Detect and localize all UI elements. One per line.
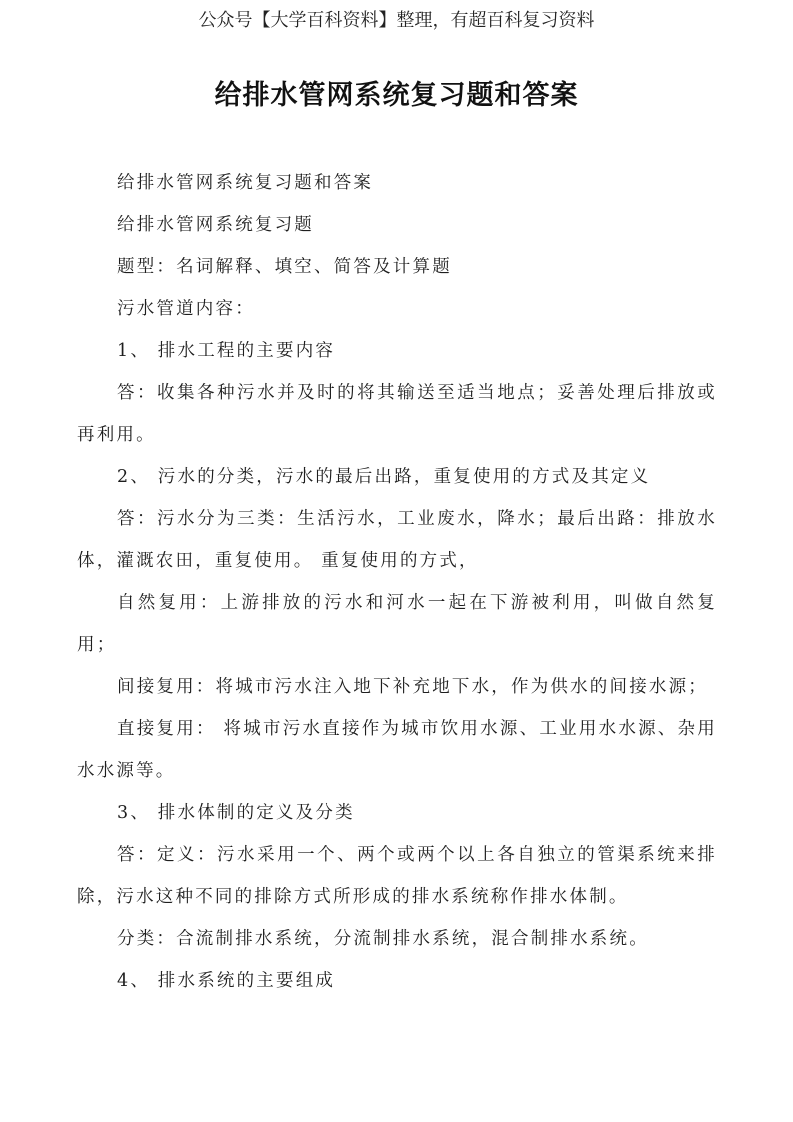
answer-2: 答：污水分为三类：生活污水，工业废水，降水；最后出路：排放水体，灌溉农田，重复使用。 重复使用的方式， [77, 509, 717, 571]
paragraph-question-types: 题型：名词解释、填空、简答及计算题 [117, 257, 452, 277]
paragraph-section-label: 污水管道内容： [117, 299, 255, 319]
answer-3-classification: 分类：合流制排水系统，分流制排水系统，混合制排水系统。 [117, 929, 649, 949]
answer-1: 答：收集各种污水并及时的将其输送至适当地点；妥善处理后排放或再利用。 [77, 383, 717, 445]
paragraph-doc-heading: 给排水管网系统复习题和答案 [117, 173, 374, 193]
question-4: 4、 排水系统的主要组成 [117, 971, 336, 991]
question-2: 2、 污水的分类，污水的最后出路，重复使用的方式及其定义 [117, 467, 651, 487]
document-title: 给排水管网系统复习题和答案 [214, 80, 579, 111]
question-1: 1、 排水工程的主要内容 [117, 341, 336, 361]
answer-2-direct-reuse: 直接复用： 将城市污水直接作为城市饮用水源、工业用水水源、杂用水水源等。 [77, 719, 717, 781]
document-body [77, 162, 717, 1002]
answer-3-definition: 答：定义：污水采用一个、两个或两个以上各自独立的管渠系统来排除，污水这种不同的排除方式所形成的排水系统称作排水体制。 [77, 845, 717, 907]
answer-2-indirect-reuse: 间接复用：将城市污水注入地下补充地下水，作为供水的间接水源； [117, 677, 708, 697]
question-3: 3、 排水体制的定义及分类 [117, 803, 355, 823]
answer-2-natural-reuse: 自然复用：上游排放的污水和河水一起在下游被利用，叫做自然复用； [77, 593, 717, 655]
paragraph-subheading: 给排水管网系统复习题 [117, 215, 314, 235]
header-note: 公众号【大学百科资料】整理，有超百科复习资料 [198, 10, 595, 31]
